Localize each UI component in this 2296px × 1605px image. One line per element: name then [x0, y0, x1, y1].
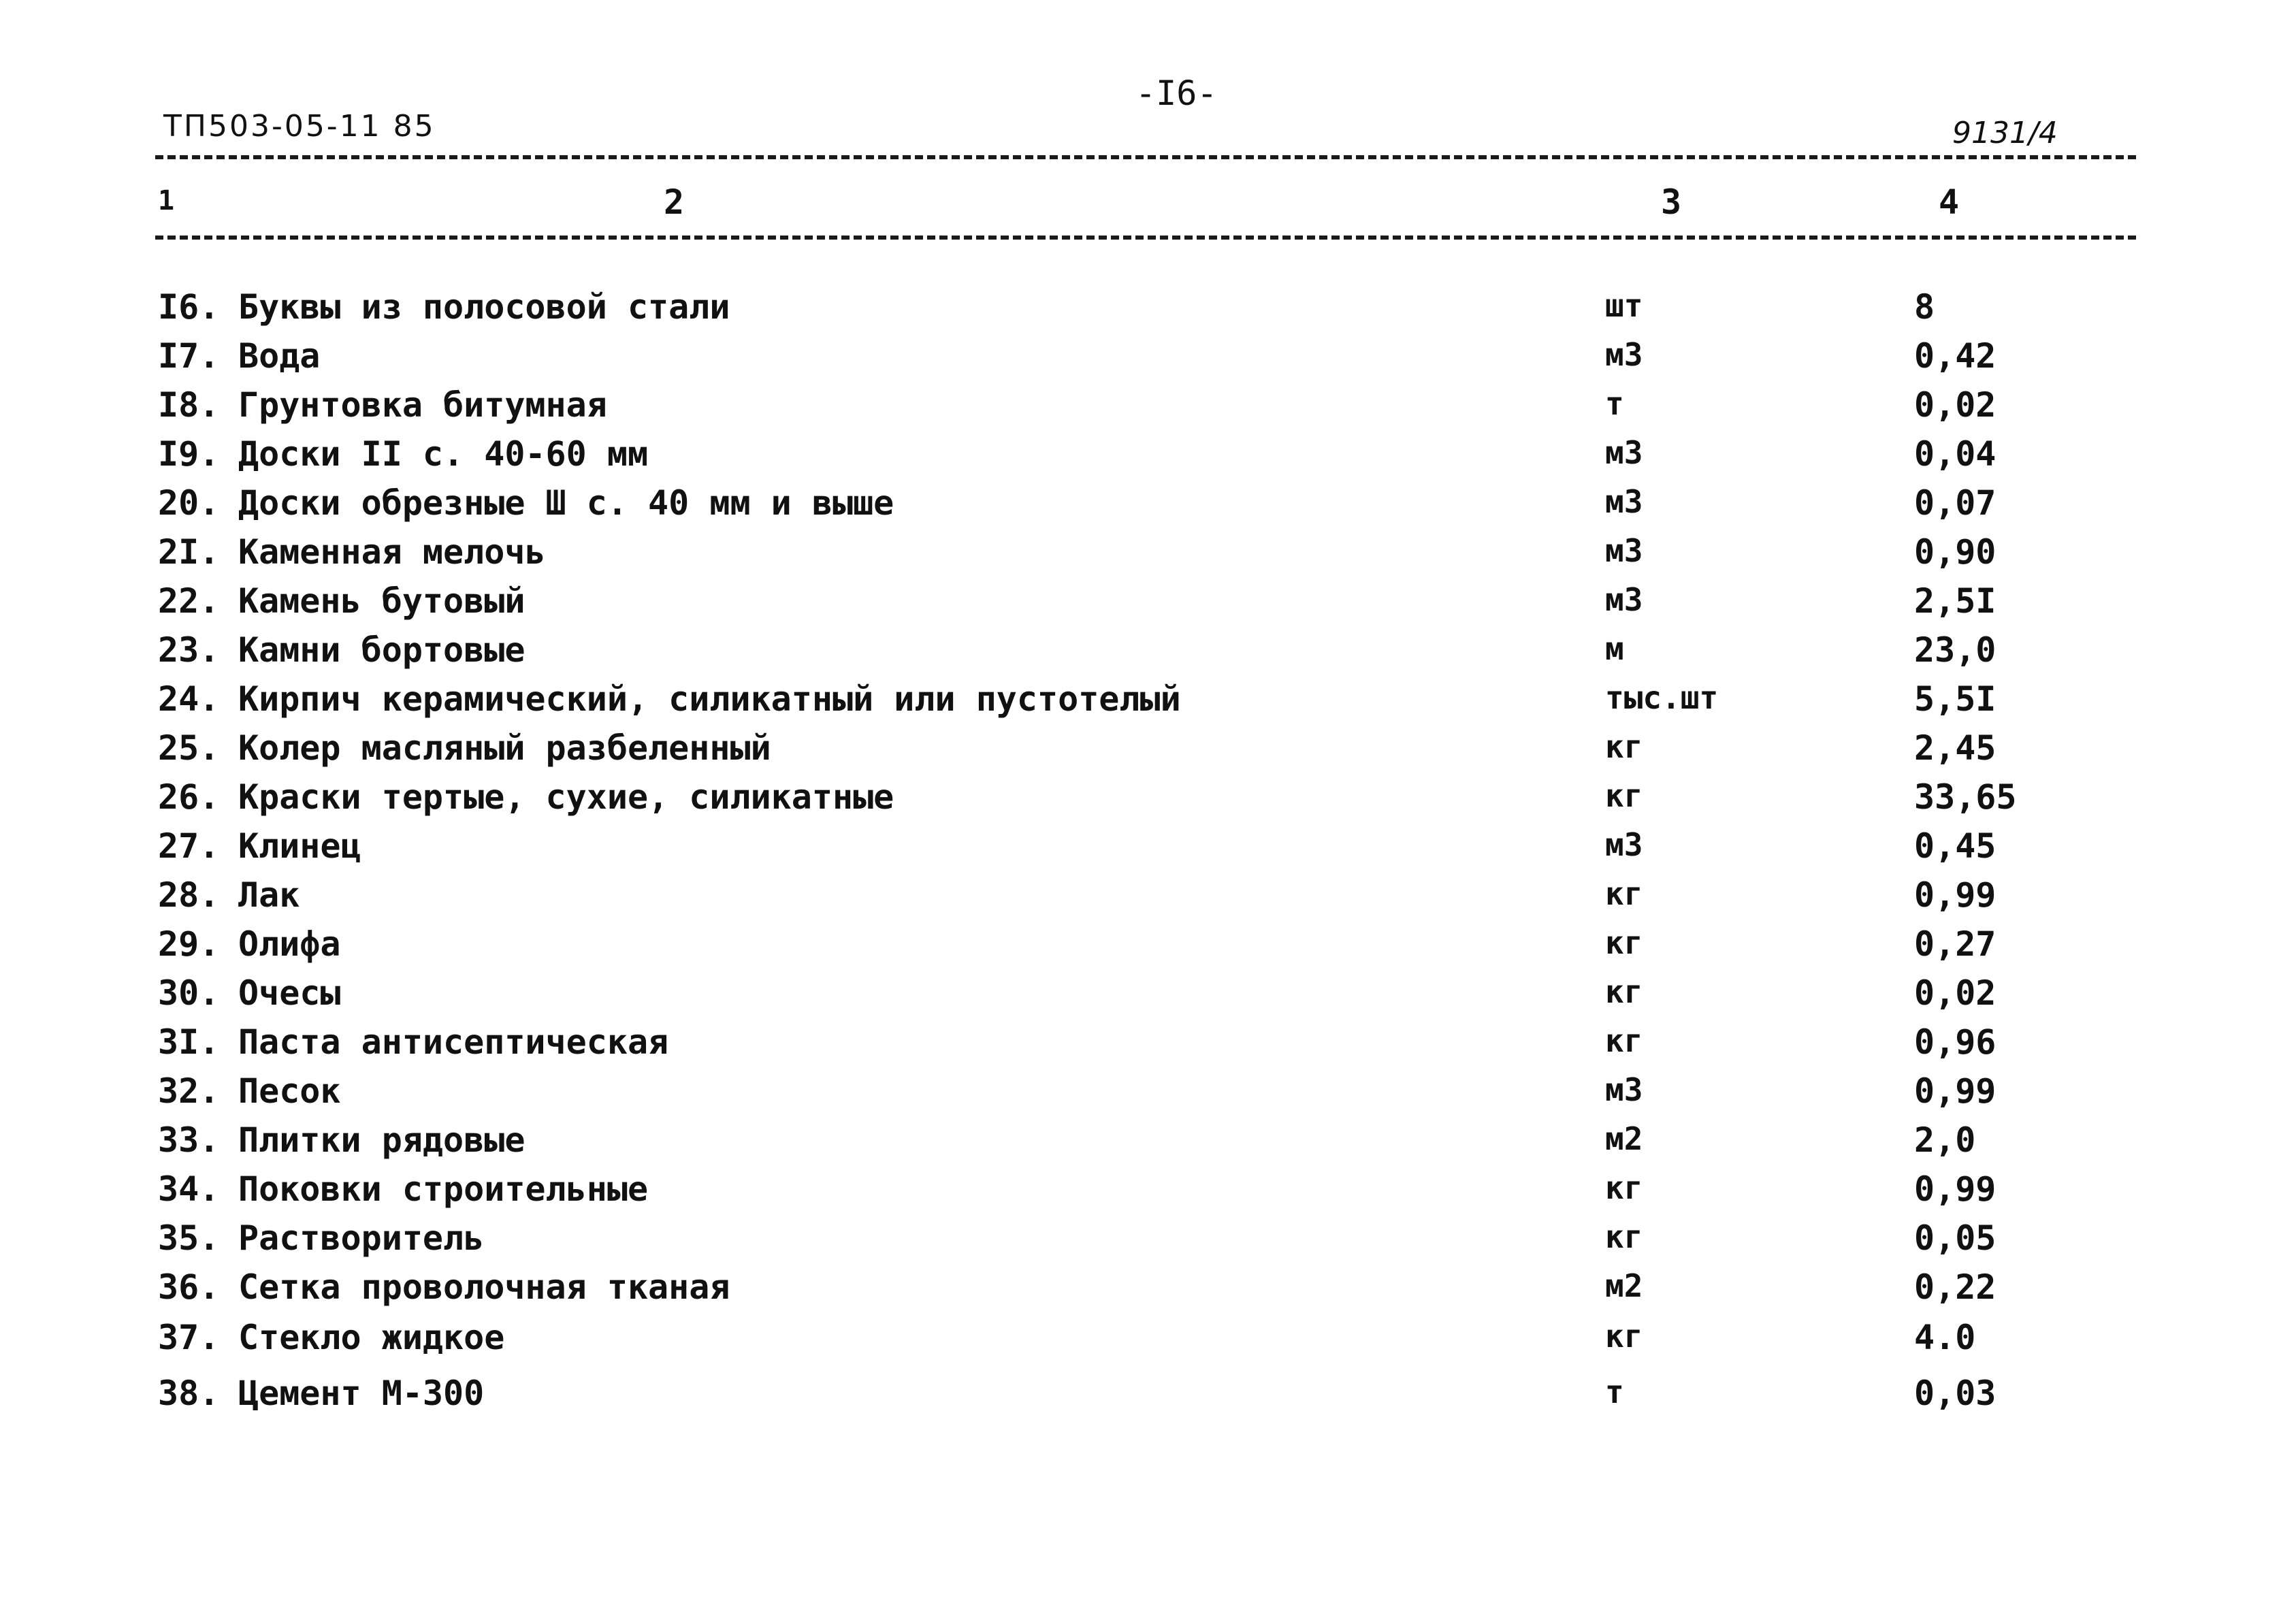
- quantity: 0,99: [1914, 1169, 1996, 1209]
- row-number: 22.: [158, 581, 220, 621]
- table-row: [0, 1120, 2296, 1168]
- row-number: I8.: [158, 385, 220, 425]
- table-row: [0, 630, 2296, 678]
- material-name: Песок: [238, 1071, 341, 1111]
- quantity: 23,0: [1914, 630, 1996, 670]
- quantity: 0,07: [1914, 483, 1996, 523]
- material-name: Поковки строительные: [238, 1169, 649, 1209]
- material-name: Лак: [238, 875, 300, 915]
- unit: кг: [1605, 924, 1643, 961]
- table-row: [0, 777, 2296, 825]
- table-row: [0, 483, 2296, 531]
- material-name: Краски тертые, сухие, силикатные: [238, 777, 894, 817]
- material-name: Колер масляный разбеленный: [238, 728, 771, 768]
- table-row: [0, 1318, 2296, 1365]
- material-name: Доски II с. 40-60 мм: [238, 434, 649, 474]
- unit: м2: [1605, 1267, 1643, 1304]
- quantity: 0,90: [1914, 532, 1996, 572]
- material-name: Камень бутовый: [238, 581, 526, 621]
- material-name: Олифа: [238, 924, 341, 964]
- row-number: I6.: [158, 287, 220, 327]
- unit: кг: [1605, 1318, 1643, 1355]
- row-number: 38.: [158, 1374, 220, 1413]
- unit: т: [1605, 385, 1624, 422]
- header-dashed-rule: [155, 236, 2136, 240]
- table-row: [0, 875, 2296, 923]
- column-header-1: 1: [158, 185, 175, 216]
- material-name: Очесы: [238, 973, 341, 1013]
- quantity: 0,22: [1914, 1267, 1996, 1307]
- row-number: I9.: [158, 434, 220, 474]
- unit: кг: [1605, 1022, 1643, 1059]
- row-number: 30.: [158, 973, 220, 1013]
- row-number: 3I.: [158, 1022, 220, 1062]
- table-row: [0, 679, 2296, 727]
- top-dashed-rule: [155, 155, 2136, 159]
- quantity: 2,45: [1914, 728, 1996, 768]
- unit: шт: [1605, 287, 1643, 324]
- unit: т: [1605, 1374, 1624, 1410]
- quantity: 0,05: [1914, 1218, 1996, 1258]
- page-number: -I6-: [1135, 74, 1218, 113]
- quantity: 0,02: [1914, 973, 1996, 1013]
- unit: м3: [1605, 483, 1643, 520]
- table-row: [0, 1022, 2296, 1070]
- row-number: 25.: [158, 728, 220, 768]
- material-name: Паста антисептическая: [238, 1022, 669, 1062]
- unit: м: [1605, 630, 1624, 667]
- quantity: 0,42: [1914, 336, 1996, 376]
- material-name: Буквы из полосовой стали: [238, 287, 730, 327]
- row-number: 24.: [158, 679, 220, 719]
- table-row: [0, 973, 2296, 1021]
- material-name: Сетка проволочная тканая: [238, 1267, 730, 1307]
- row-number: 26.: [158, 777, 220, 817]
- row-number: 35.: [158, 1218, 220, 1258]
- table-row: [0, 1218, 2296, 1266]
- row-number: 27.: [158, 826, 220, 866]
- table-row: [0, 287, 2296, 335]
- unit: кг: [1605, 1218, 1643, 1255]
- unit: кг: [1605, 875, 1643, 912]
- unit: кг: [1605, 728, 1643, 765]
- quantity: 0,96: [1914, 1022, 1996, 1062]
- quantity: 0,04: [1914, 434, 1996, 474]
- quantity: 5,5I: [1914, 679, 1996, 719]
- material-name: Цемент М-300: [238, 1374, 485, 1413]
- quantity: 4.0: [1914, 1318, 1976, 1357]
- column-header-2: 2: [664, 182, 685, 222]
- quantity: 2,5I: [1914, 581, 1996, 621]
- table-row: [0, 434, 2296, 482]
- quantity: 0,99: [1914, 875, 1996, 915]
- row-number: 2I.: [158, 532, 220, 572]
- unit: м3: [1605, 532, 1643, 569]
- row-number: 37.: [158, 1318, 220, 1357]
- material-name: Вода: [238, 336, 321, 376]
- column-header-4: 4: [1939, 182, 1960, 222]
- material-name: Кирпич керамический, силикатный или пустотелый: [238, 679, 1181, 719]
- row-number: 36.: [158, 1267, 220, 1307]
- quantity: 0,27: [1914, 924, 1996, 964]
- unit: м3: [1605, 826, 1643, 863]
- row-number: 20.: [158, 483, 220, 523]
- row-number: 28.: [158, 875, 220, 915]
- table-row: [0, 826, 2296, 874]
- material-name: Грунтовка битумная: [238, 385, 607, 425]
- material-name: Камни бортовые: [238, 630, 526, 670]
- row-number: I7.: [158, 336, 220, 376]
- unit: кг: [1605, 777, 1643, 814]
- material-name: Доски обрезные Ш с. 40 мм и выше: [238, 483, 894, 523]
- material-name: Стекло жидкое: [238, 1318, 505, 1357]
- row-number: 34.: [158, 1169, 220, 1209]
- table-row: [0, 581, 2296, 629]
- document-code: ТП503-05-11 85: [163, 109, 436, 144]
- table-row: [0, 1169, 2296, 1217]
- table-row: [0, 336, 2296, 384]
- row-number: 33.: [158, 1120, 220, 1160]
- unit: м2: [1605, 1120, 1643, 1157]
- row-number: 29.: [158, 924, 220, 964]
- unit: м3: [1605, 1071, 1643, 1108]
- unit: тыс.шт: [1605, 679, 1719, 716]
- quantity: 8: [1914, 287, 1935, 327]
- table-row: [0, 385, 2296, 433]
- unit: кг: [1605, 1169, 1643, 1206]
- table-row: [0, 924, 2296, 972]
- row-number: 23.: [158, 630, 220, 670]
- quantity: 0,99: [1914, 1071, 1996, 1111]
- material-name: Клинец: [238, 826, 361, 866]
- quantity: 2,0: [1914, 1120, 1976, 1160]
- column-header-3: 3: [1661, 182, 1682, 222]
- unit: м3: [1605, 434, 1643, 471]
- quantity: 33,65: [1914, 777, 2017, 817]
- unit: кг: [1605, 973, 1643, 1010]
- quantity: 0,03: [1914, 1374, 1996, 1413]
- sheet-number: 9131/4: [1952, 116, 2058, 150]
- unit: м3: [1605, 336, 1643, 373]
- table-row: [0, 1267, 2296, 1315]
- table-row: [0, 1071, 2296, 1119]
- quantity: 0,02: [1914, 385, 1996, 425]
- material-name: Плитки рядовые: [238, 1120, 526, 1160]
- row-number: 32.: [158, 1071, 220, 1111]
- table-row: [0, 1374, 2296, 1421]
- table-row: [0, 532, 2296, 580]
- unit: м3: [1605, 581, 1643, 618]
- table-row: [0, 728, 2296, 776]
- material-name: Растворитель: [238, 1218, 485, 1258]
- quantity: 0,45: [1914, 826, 1996, 866]
- material-name: Каменная мелочь: [238, 532, 546, 572]
